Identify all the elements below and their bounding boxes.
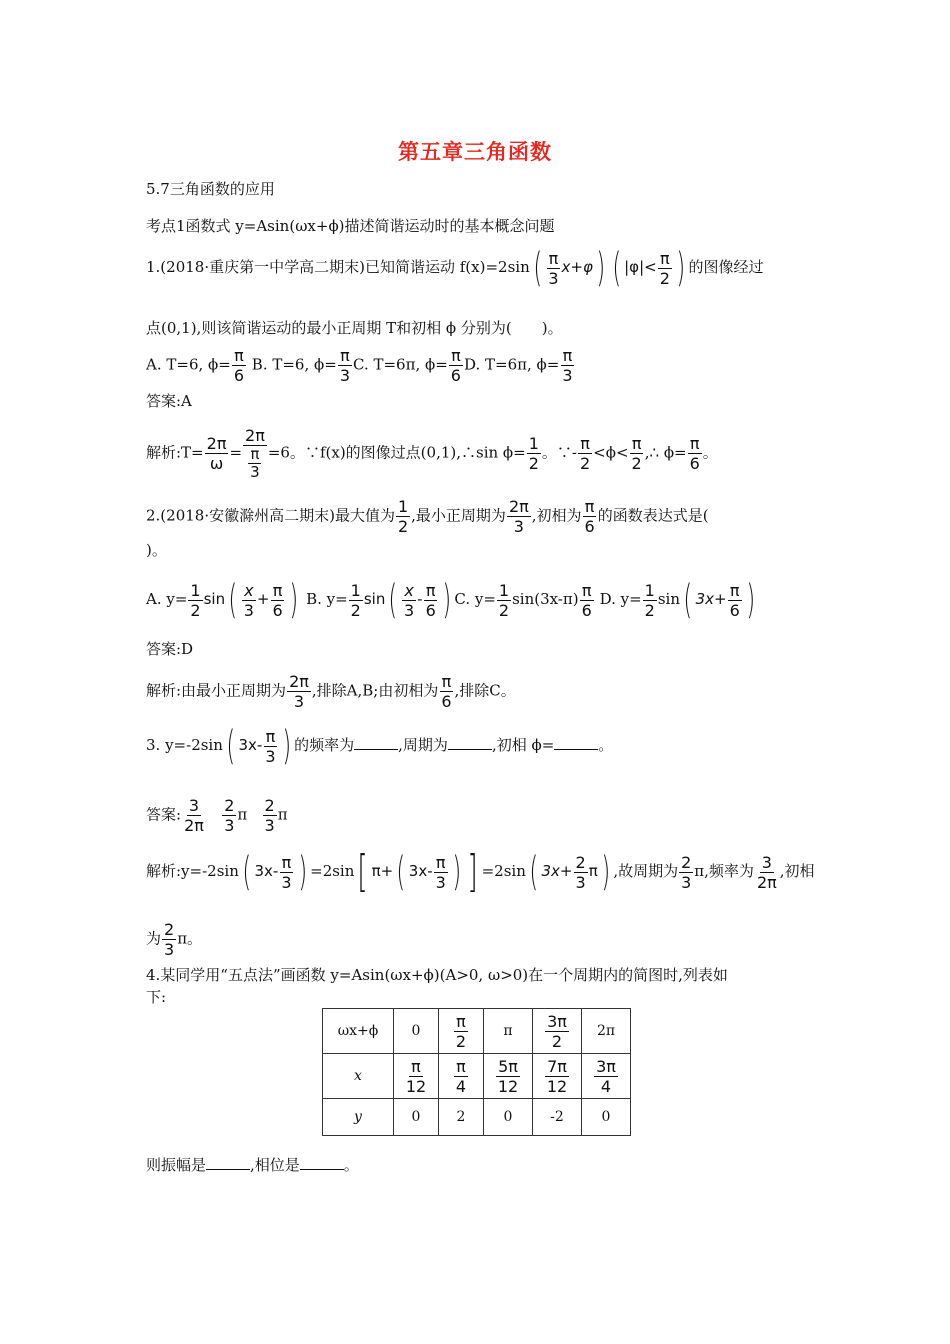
answer-blank[interactable] (206, 1155, 250, 1170)
q3-analysis-line2: 为 $\frac{2}{3}$ π。 (146, 920, 203, 959)
q4-question: 则振幅是 ,相位是 。 (146, 1156, 359, 1174)
option-c: C. y= (454, 590, 496, 608)
q2-stem: 2.(2018·安徽滁州高二期末)最大值为 $\frac{1}{2}$ ,最小正周期为 $\frac{2\pi}{3}$ ,初相为 $\frac{\pi}{6}$ 的函数表达式是( (146, 497, 709, 536)
q1-analysis: 解析:T= $\frac{2\pi}{\omega}$ = $\frac{2\pi}{\frac{\pi}{3}}$ =6。∵f(x)的图像过点(0,1),∴sin ϕ= $\frac{1}{2}$ 。∵- $\frac{\pi}{2}$ <ϕ< $\frac{\pi}{2}$ ,∴ ϕ= $\frac{\pi}{6}$ 。 (146, 426, 718, 481)
option-c: C. T=6π, ϕ= (353, 355, 448, 374)
option-b: B. y= (306, 590, 348, 608)
q2-analysis: 解析:由最小正周期为 $\frac{2\pi}{3}$ ,排除A,B;由初相为 $\frac{\pi}{6}$ ,排除C。 (146, 672, 516, 711)
q4-stem: 4.某同学用“五点法”画函数 y=Asin(ωx+ϕ)(A>0, ω>0)在一个周期内的简图时,列表如 (146, 966, 728, 984)
table-row: ωx+ϕ 0 $\frac{\pi}{2}$ π $\frac{3\pi}{2}$ 2π (323, 1009, 631, 1054)
q1-stem-line2: 点(0,1),则该简谐运动的最小正周期 T和初相 ϕ 分别为( )。 (146, 319, 563, 337)
q4-stem-line2: 下: (146, 988, 167, 1006)
q2-stem-line2: )。 (146, 541, 167, 559)
section-heading: 5.7三角函数的应用 (146, 180, 275, 198)
q2-answer: 答案:D (146, 640, 194, 658)
q1-options: A. T=6, ϕ= $\frac{\pi}{6}$ B. T=6, ϕ= $\frac{\pi}{3}$ C. T=6π, ϕ= $\frac{\pi}{6}$ D. T=6π, ϕ= $\frac{\pi}{3}$ (146, 346, 573, 385)
option-b: B. T=6, ϕ= (251, 355, 337, 374)
option-d: D. y= (599, 590, 642, 608)
option-a: A. T=6, ϕ= (146, 355, 231, 374)
option-d: D. T=6π, ϕ= (463, 355, 560, 374)
table-row: y 0 2 0 -2 0 (323, 1099, 631, 1136)
table-row: x $\frac{\pi}{12}$ $\frac{\pi}{4}$ $\frac{5\pi}{12}$ $\frac{7\pi}{12}$ $\frac{3\pi}{4}$ (323, 1054, 631, 1099)
q2-options: A. y= $\frac{1}{2}$ sin( $\frac{x}{3}$ + $\frac{\pi}{6}$ ) B. y= $\frac{1}{2}$ sin( $\frac{x}{3}$ - $\frac{\pi}{6}$ ) C. y= $\frac{1}{2}$ sin(3x-π) $\frac{\pi}{6}$ D. y= $\frac{1}{2}$ sin( 3x+ $\frac{\pi}{6}$ ) (146, 577, 755, 623)
fraction: $\frac{\pi}{3}$ (548, 248, 559, 288)
fraction: $\frac{\pi}{2}$ (659, 248, 670, 288)
q3-analysis: 解析:y=-2sin( 3x- $\frac{\pi}{3}$ ) =2sin[ π+( 3x- $\frac{\pi}{3}$ ) ] =2sin( 3x+ $\frac{2}{3}$ π) ,故周期为 $\frac{2}{3}$ π,频率为 $\frac{3}{2\pi}$ ,初相 (146, 846, 815, 897)
q1-answer: 答案:A (146, 392, 192, 410)
five-point-table (322, 1008, 631, 1136)
answer-blank[interactable] (448, 735, 492, 750)
answer-blank[interactable] (554, 735, 598, 750)
point-heading: 考点1函数式 y=Asin(ωx+ϕ)描述简谐运动时的基本概念问题 (146, 217, 555, 235)
q3-answer: 答案: $\frac{3}{2\pi}$ $\frac{2}{3}$ π $\frac{2}{3}$ π (146, 796, 288, 835)
q3-stem: 3. y=-2sin( 3x- $\frac{\pi}{3}$ ) 的频率为 ,周期为 ,初相 ϕ= 。 (146, 723, 614, 769)
q1-stem: 1.(2018·重庆第一中学高二期末)已知简谐运动 f(x)=2sin( $\frac{\pi}{3}$ x+φ) ( |φ|< $\frac{\pi}{2}$ ) 的图像经过 (146, 245, 764, 291)
page-title: 第五章三角函数 (398, 139, 552, 164)
option-a: A. y= (146, 590, 188, 608)
answer-blank[interactable] (300, 1155, 344, 1170)
answer-blank[interactable] (354, 735, 398, 750)
